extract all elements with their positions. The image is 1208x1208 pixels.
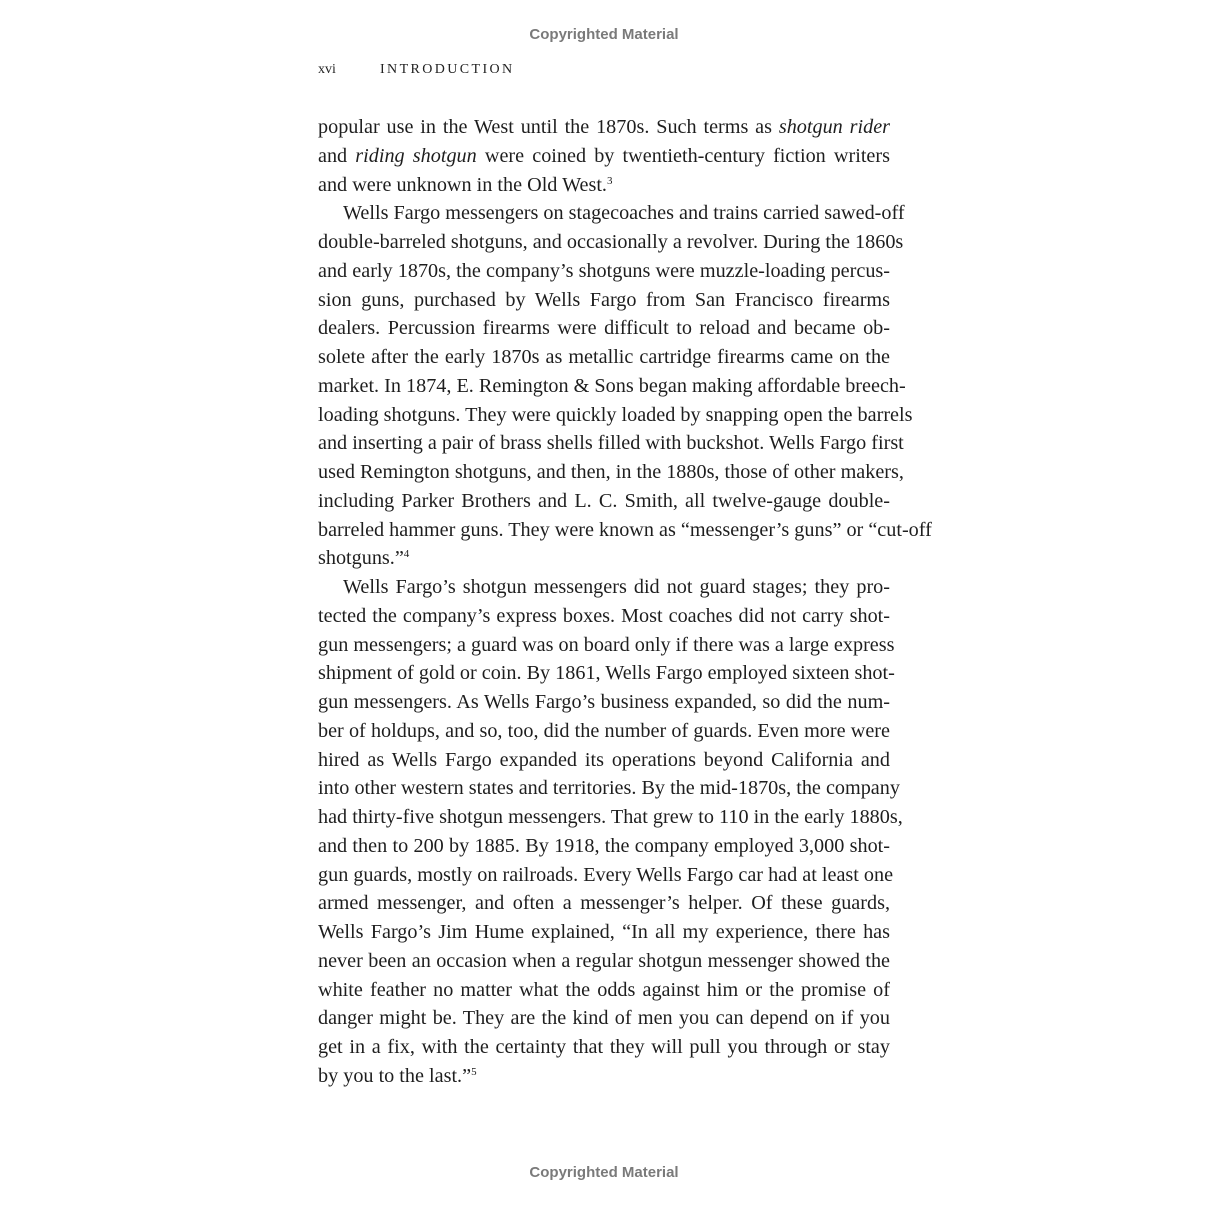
text-line: white feather no matter what the odds against him or the promise of xyxy=(318,978,890,1001)
text-line: tected the company’s express boxes. Most coaches did not carry shot- xyxy=(318,604,890,627)
text-line: by you to the last.”$^5$ xyxy=(318,1064,477,1087)
paragraph xyxy=(318,113,890,199)
text-line: Wells Fargo’s Jim Hume explained, “In all my experience, there has xyxy=(318,921,890,943)
text-line: solete after the early 1870s as metallic cartridge firearms came on the xyxy=(318,346,890,368)
text-line: and early 1870s, the company’s shotguns were muzzle-loading percus- xyxy=(318,259,890,282)
italic-term: riding shotgun xyxy=(355,144,477,167)
text-line: Wells Fargo’s shotgun messengers did not guard stages; they pro- xyxy=(343,576,890,598)
text-line: ber of holdups, and so, too, did the number of guards. Even more were xyxy=(318,719,890,742)
text-line: popular use in the West until the 1870s. Such terms as shotgun rider xyxy=(318,116,891,138)
text-line: market. In 1874, E. Remington & Sons began making affordable breech- xyxy=(318,374,906,397)
text-line: into other western states and territories. By the mid-1870s, the company xyxy=(318,777,900,800)
text-line: double-barreled shotguns, and occasionally a revolver. During the 1860s xyxy=(318,231,904,253)
footnote-marker: 5 xyxy=(471,1065,477,1078)
paragraph xyxy=(318,573,903,1091)
text-line: including Parker Brothers and L. C. Smith, all twelve-gauge double- xyxy=(318,489,890,512)
text-line: get in a fix, with the certainty that they will pull you through or stay xyxy=(318,1036,890,1058)
italic-term: shotgun rider xyxy=(778,116,891,138)
footnote-marker: 4 xyxy=(403,548,410,561)
copyright-watermark-top: Copyrighted Material xyxy=(529,26,679,43)
text-line: had thirty-five shotgun messengers. That grew to 110 in the early 1880s, xyxy=(318,806,903,828)
text-line: hired as Wells Fargo expanded its operations beyond California and xyxy=(318,748,890,771)
text-line: and then to 200 by 1885. By 1918, the company employed 3,000 shot- xyxy=(318,834,890,857)
text-line: never been an occasion when a regular shotgun messenger showed the xyxy=(318,949,890,972)
copyright-watermark-bottom: Copyrighted Material xyxy=(529,1164,679,1181)
text-line: and inserting a pair of brass shells filled with buckshot. Wells Fargo first xyxy=(318,432,904,455)
text-line: loading shotguns. They were quickly loaded by snapping open the barrels xyxy=(318,403,913,426)
section-title: INTRODUCTION xyxy=(380,62,515,77)
text-line: armed messenger, and often a messenger’s helper. Of these guards, xyxy=(318,892,890,915)
text-line: used Remington shotguns, and then, in the 1880s, those of other makers, xyxy=(318,461,904,483)
running-head xyxy=(318,62,515,78)
paragraph xyxy=(318,199,932,573)
text-line: dealers. Percussion firearms were difficult to reload and became ob- xyxy=(318,317,890,340)
text-line: shipment of gold or coin. By 1861, Wells Fargo employed sixteen shot- xyxy=(318,662,895,685)
text-line: danger might be. They are the kind of men you can depend on if you xyxy=(318,1007,890,1030)
text-line: Wells Fargo messengers on stagecoaches and trains carried sawed-off xyxy=(343,202,905,225)
text-line: gun guards, mostly on railroads. Every Wells Fargo car had at least one xyxy=(318,863,894,886)
footnote-marker: 3 xyxy=(606,174,613,187)
body-text xyxy=(318,113,932,1091)
text-line: gun messengers; a guard was on board only if there was a large express xyxy=(318,633,895,656)
text-line: sion guns, purchased by Wells Fargo from San Francisco firearms xyxy=(318,288,890,311)
text-line: shotguns.”$^4$ xyxy=(318,547,410,570)
text-line: barreled hammer guns. They were known as “messenger’s guns” or “cut-off xyxy=(318,518,932,541)
text-line: gun messengers. As Wells Fargo’s business expanded, so did the num- xyxy=(318,691,890,713)
text-line: and riding shotgun were coined by twentieth-century fiction writers xyxy=(318,144,890,167)
page-number: xvi xyxy=(318,62,336,77)
text-line: and were unknown in the Old West.$^3$ xyxy=(318,173,613,196)
